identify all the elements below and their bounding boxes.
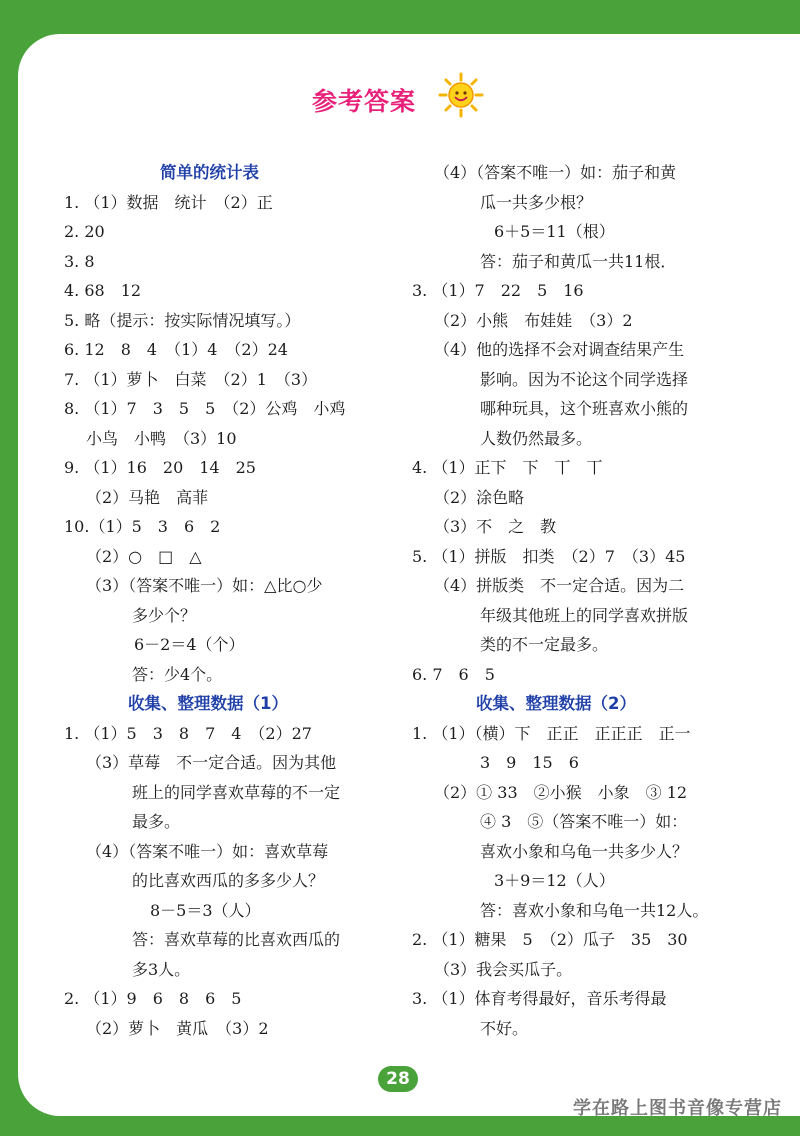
answer-line: 多少个？ bbox=[132, 605, 197, 625]
answer-line: （2）涂色略 bbox=[434, 487, 525, 507]
answer-line: 小鸟 小鸭 （3）10 bbox=[86, 428, 237, 448]
answer-line: 哪种玩具，这个班喜欢小熊的 bbox=[480, 399, 689, 418]
answer-line: 7. （1）萝卜 白菜 （2）1 （3） bbox=[64, 369, 318, 389]
answer-line: 3. （1）7 22 5 16 bbox=[412, 281, 584, 300]
answer-line: 多3人。 bbox=[132, 959, 191, 979]
answer-line: 2. 20 bbox=[64, 222, 105, 241]
answer-line: 2. （1）9 6 8 6 5 bbox=[64, 989, 242, 1008]
answer-line: 5. 略（提示：按实际情况填写。） bbox=[64, 310, 301, 330]
answer-line: 年级其他班上的同学喜欢拼版 bbox=[480, 605, 689, 625]
answer-line: 6. 12 8 4 （1）4 （2）24 bbox=[64, 340, 288, 359]
answer-line: ④ 3 ⑤（答案不唯一）如： bbox=[480, 812, 688, 831]
answer-line: 答：茄子和黄瓜一共11根． bbox=[480, 251, 677, 271]
store-watermark: 学在路上图书音像专营店 bbox=[573, 1098, 782, 1119]
answer-line: 8－5＝3（人） bbox=[150, 900, 261, 920]
answer-line: （4）（答案不唯一）如：喜欢草莓 bbox=[86, 841, 329, 861]
answer-line: （2）① 33 ②小猴 小象 ③ 12 bbox=[434, 782, 688, 802]
section-heading: 收集、整理数据（2） bbox=[476, 694, 636, 713]
right-answer-column bbox=[412, 158, 752, 1043]
answer-line: 答：喜欢小象和乌龟一共12人。 bbox=[480, 900, 709, 920]
answer-line: （2）小熊 布娃娃 （3）2 bbox=[434, 310, 633, 330]
answer-line: 6. 7 6 5 bbox=[412, 664, 495, 684]
sun-icon bbox=[438, 72, 484, 118]
answer-line: （3）（答案不唯一）如：△比○少 bbox=[86, 576, 323, 595]
title-banner bbox=[300, 72, 490, 128]
answer-line: 答：少4个。 bbox=[132, 664, 223, 684]
answer-line: 班上的同学喜欢草莓的不一定 bbox=[132, 782, 341, 802]
answer-line: 3 9 15 6 bbox=[480, 753, 579, 772]
answer-line: 6－2＝4（个） bbox=[134, 635, 245, 654]
answer-line: 答：喜欢草莓的比喜欢西瓜的 bbox=[132, 930, 341, 949]
answer-line: 10.（1）5 3 6 2 bbox=[64, 517, 221, 536]
answer-line: 类的不一定最多。 bbox=[480, 635, 609, 654]
answer-line: （2）马艳 高菲 bbox=[86, 487, 209, 507]
answer-line: （3）我会买瓜子。 bbox=[434, 959, 573, 979]
answer-line: （4）他的选择不会对调查结果产生 bbox=[434, 340, 685, 359]
answer-line: 3. （1）体育考得最好，音乐考得最 bbox=[412, 989, 667, 1008]
answer-line: 9. （1）16 20 14 25 bbox=[64, 458, 256, 477]
answer-line: （4）（答案不唯一）如：茄子和黄 bbox=[434, 163, 677, 182]
section-heading: 收集、整理数据（1） bbox=[128, 694, 288, 713]
answer-line: 2. （1）糖果 5 （2）瓜子 35 30 bbox=[412, 930, 688, 949]
answer-line: 4. 68 12 bbox=[64, 281, 142, 300]
answer-line: 影响。因为不论这个同学选择 bbox=[480, 369, 689, 389]
answer-line: （4）拼版类 不一定合适。因为二 bbox=[434, 576, 685, 595]
left-answer-column bbox=[64, 158, 404, 1043]
page-number: 28 bbox=[378, 1066, 418, 1092]
answer-line: 的比喜欢西瓜的多多少人？ bbox=[132, 871, 325, 890]
answer-line: 3＋9＝12（人） bbox=[494, 871, 615, 890]
answer-line: 瓜一共多少根？ bbox=[480, 192, 593, 212]
section-heading: 简单的统计表 bbox=[160, 163, 259, 182]
answer-line: （3）不 之 教 bbox=[434, 517, 557, 536]
answer-line: （2）○ □ △ bbox=[86, 546, 202, 566]
answer-line: 5. （1）拼版 扣类 （2）7 （3）45 bbox=[412, 546, 686, 566]
answer-line: 1. （1）（横）下 正正 正正正 正一 bbox=[412, 723, 691, 743]
answer-line: （2）萝卜 黄瓜 （3）2 bbox=[86, 1018, 269, 1038]
answer-line: 1. （1）5 3 8 7 4 （2）27 bbox=[64, 723, 312, 743]
answer-line: 人数仍然最多。 bbox=[480, 428, 593, 448]
answer-line: 3. 8 bbox=[64, 251, 95, 271]
answer-line: 1. （1）数据 统计 （2）正 bbox=[64, 192, 273, 212]
answer-line: 最多。 bbox=[132, 812, 181, 831]
answer-line: 4. （1）正下 下 丅 丅 bbox=[412, 458, 603, 477]
page-title: 参考答案 bbox=[312, 87, 417, 116]
answer-line: 不好。 bbox=[480, 1018, 529, 1038]
answer-line: 喜欢小象和乌龟一共多少人？ bbox=[480, 841, 689, 861]
answer-line: （3）草莓 不一定合适。因为其他 bbox=[86, 753, 337, 772]
answer-line: 6＋5＝11（根） bbox=[494, 222, 615, 241]
answer-line: 8. （1）7 3 5 5 （2）公鸡 小鸡 bbox=[64, 399, 346, 418]
